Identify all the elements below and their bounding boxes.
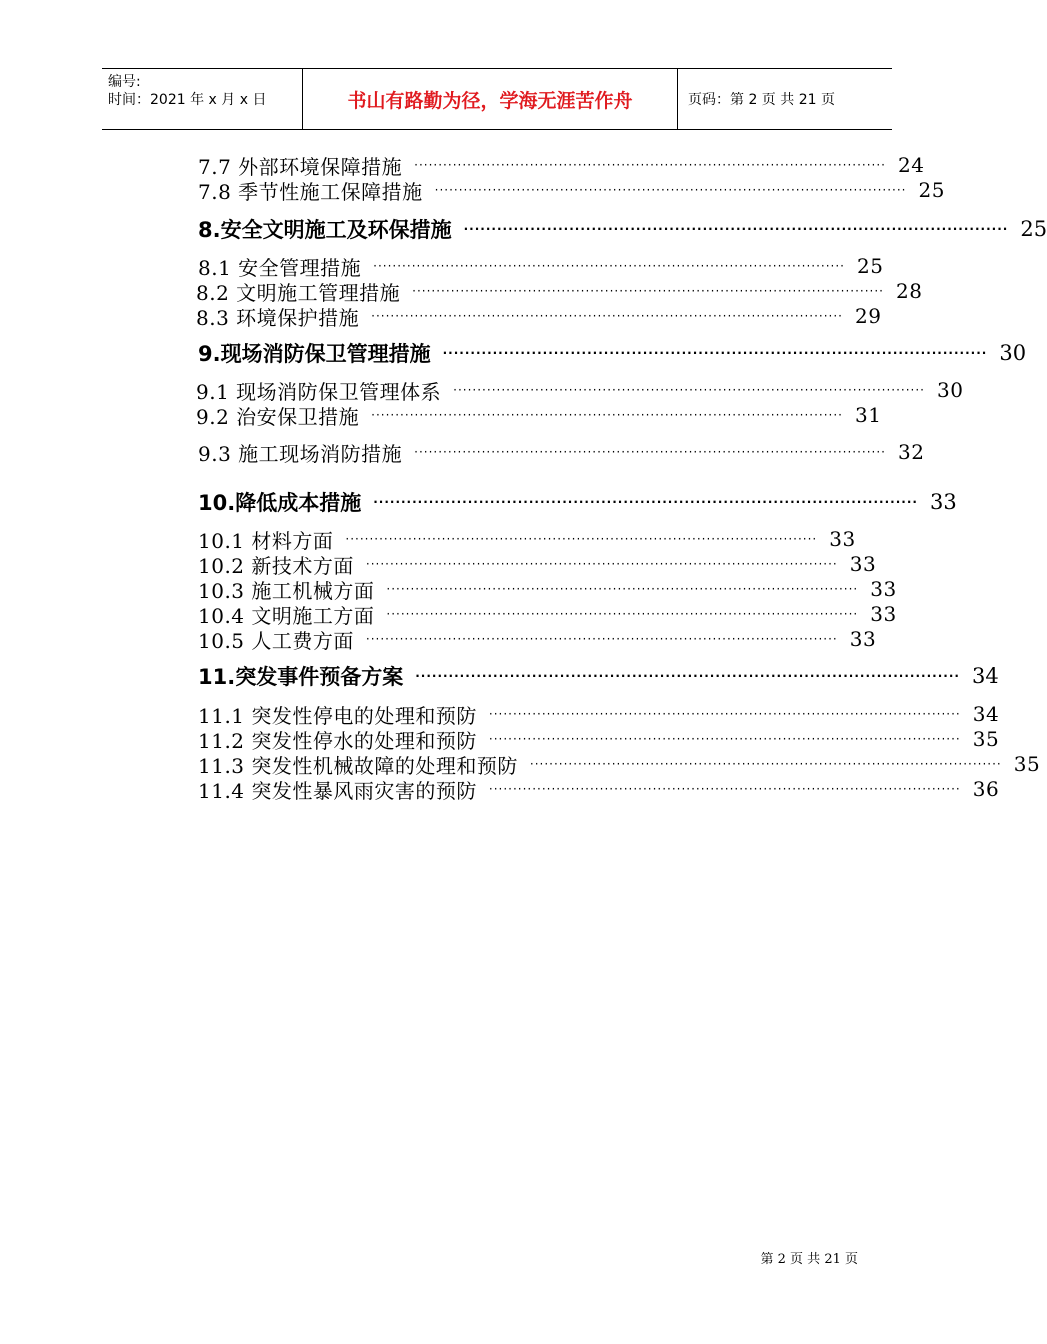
toc-entry: [198, 576, 897, 603]
toc-section-page: 34: [971, 664, 999, 688]
toc-entry-label: 9.2 治安保卫措施: [196, 404, 360, 429]
header-motto: 书山有路勤为径，学海无涯苦作舟: [302, 69, 678, 129]
toc-entry-label: 11.4 突发性暴风雨灾害的预防: [198, 778, 477, 803]
toc-leader-dots: ··································································································: [434, 183, 907, 197]
toc-entry-label: 11.2 突发性停水的处理和预防: [198, 728, 477, 753]
toc-entry-page: 33: [849, 627, 877, 651]
toc-leader-dots: ··································································································: [373, 495, 918, 509]
toc-entry-page: 25: [918, 178, 945, 202]
toc-entry-page: 35: [972, 727, 1000, 751]
toc-section: [198, 338, 1027, 368]
toc-section-label: 8.安全文明施工及环保措施: [198, 218, 452, 242]
toc-leader-dots: ··································································································: [453, 383, 925, 397]
toc-leader-dots: ··································································································: [415, 669, 960, 683]
toc-entry: [198, 253, 884, 280]
toc-entry: [196, 303, 882, 330]
toc-entry-page: 29: [855, 304, 882, 328]
toc-entry-page: 24: [898, 153, 925, 177]
toc-leader-dots: ··································································································: [488, 707, 961, 721]
toc-entry-label: 10.5 人工费方面: [198, 628, 354, 653]
number-label: 编号:: [108, 74, 141, 90]
toc-entry-label: 9.1 现场消防保卫管理体系: [196, 379, 442, 404]
toc-entry-page: 35: [1013, 752, 1041, 776]
toc-section-page: 33: [929, 490, 957, 514]
toc-entry-page: 28: [896, 279, 923, 303]
toc-entry-page: 30: [937, 378, 964, 402]
toc-entry: [198, 601, 897, 628]
toc-entry: [198, 776, 1000, 803]
toc-entry-label: 10.3 施工机械方面: [198, 578, 375, 603]
toc-entry-label: 10.1 材料方面: [198, 528, 334, 553]
toc-entry-page: 25: [857, 254, 884, 278]
toc-entry-label: 10.2 新技术方面: [198, 553, 354, 578]
toc-leader-dots: ··································································································: [345, 532, 818, 546]
toc-entry: [198, 177, 945, 204]
toc-entry-label: 8.1 安全管理措施: [198, 255, 362, 280]
toc-section-page: 25: [1020, 217, 1047, 241]
toc-entry-label: 9.3 施工现场消防措施: [198, 441, 403, 466]
toc-entry-label: 11.3 突发性机械故障的处理和预防: [198, 753, 518, 778]
toc-entry: [198, 526, 856, 553]
toc-entry: [198, 726, 1000, 753]
toc-entry: [198, 152, 925, 179]
toc-entry-label: 7.8 季节性施工保障措施: [198, 179, 423, 204]
toc-entry: [198, 626, 877, 653]
page-footer: 第 2 页 共 21 页: [760, 1252, 858, 1267]
toc-entry-page: 34: [972, 702, 1000, 726]
toc-section: [198, 487, 957, 517]
toc-entry: [198, 701, 1000, 728]
toc-entry: [198, 439, 925, 466]
toc-leader-dots: ··································································································: [488, 732, 961, 746]
toc-entry-page: 31: [855, 403, 882, 427]
header-page-info: 页码：第 2 页 共 21 页: [688, 92, 835, 108]
toc-leader-dots: ··································································································: [371, 408, 843, 422]
page-header: [102, 68, 892, 130]
toc-entry-page: 33: [870, 602, 897, 626]
toc-leader-dots: ··································································································: [371, 309, 843, 323]
toc-leader-dots: ··································································································: [365, 632, 838, 646]
toc-section: [198, 661, 999, 691]
toc-entry: [196, 278, 923, 305]
toc-entry: [198, 751, 1041, 778]
toc-leader-dots: ··································································································: [488, 782, 961, 796]
time-label: 时间：2021 年 x 月 x 日: [108, 92, 267, 108]
toc-section-label: 9.现场消防保卫管理措施: [198, 342, 431, 366]
toc-leader-dots: ··································································································: [373, 259, 845, 273]
toc-entry-label: 8.3 环境保护措施: [196, 305, 360, 330]
toc-leader-dots: ··································································································: [414, 158, 886, 172]
toc-leader-dots: ··································································································: [414, 445, 886, 459]
toc-entry: [196, 402, 882, 429]
toc-section-label: 10.降低成本措施: [198, 491, 362, 515]
toc-entry-page: 33: [829, 527, 856, 551]
toc-leader-dots: ··································································································: [386, 582, 859, 596]
toc-leader-dots: ··································································································: [386, 607, 859, 621]
toc-entry-page: 32: [898, 440, 925, 464]
toc-leader-dots: ··································································································: [365, 557, 838, 571]
toc-leader-dots: ··································································································: [412, 284, 884, 298]
toc-section: [198, 214, 1047, 244]
toc-entry-label: 11.1 突发性停电的处理和预防: [198, 703, 477, 728]
toc-entry-label: 8.2 文明施工管理措施: [196, 280, 401, 305]
toc-entry-page: 33: [870, 577, 897, 601]
toc-entry: [196, 377, 964, 404]
toc-entry-page: 36: [972, 777, 1000, 801]
toc-section-page: 30: [999, 341, 1027, 365]
toc-leader-dots: ··································································································: [463, 222, 1009, 236]
toc-entry: [198, 551, 877, 578]
toc-entry-page: 33: [849, 552, 877, 576]
toc-section-label: 11.突发事件预备方案: [198, 665, 404, 689]
toc-entry-label: 10.4 文明施工方面: [198, 603, 375, 628]
toc-leader-dots: ··································································································: [529, 757, 1002, 771]
toc-leader-dots: ··································································································: [442, 346, 988, 360]
header-meta: [102, 69, 302, 129]
toc-entry-label: 7.7 外部环境保障措施: [198, 154, 403, 179]
